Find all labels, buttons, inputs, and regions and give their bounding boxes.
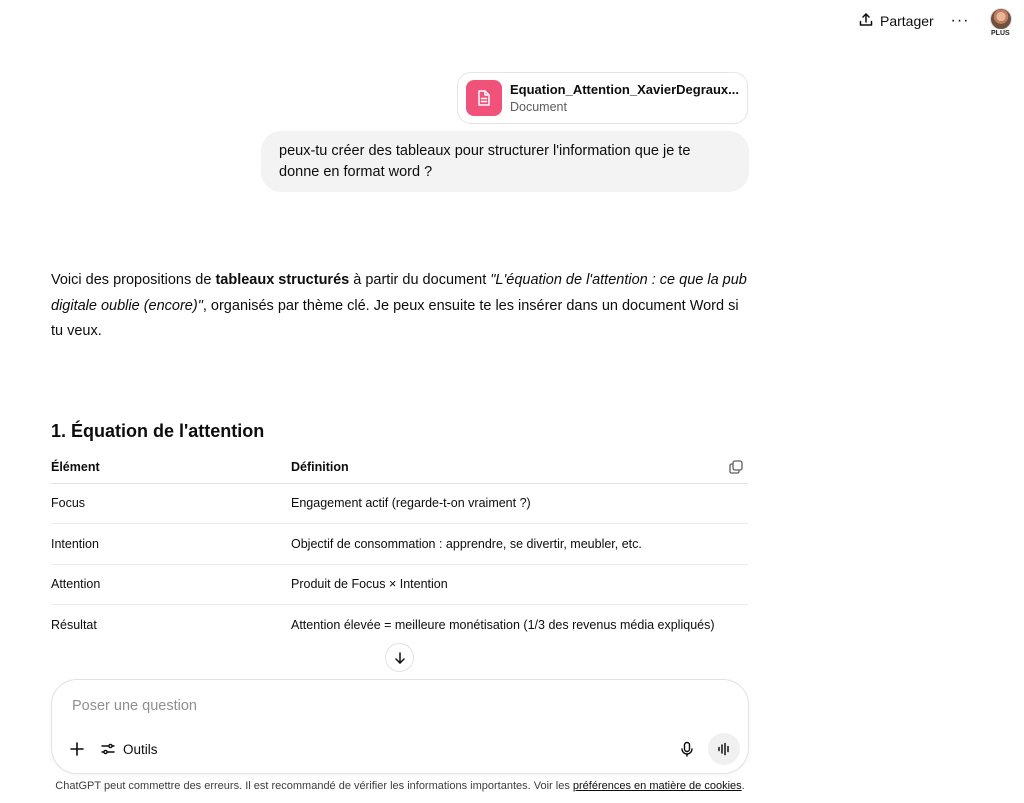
sliders-icon [100, 741, 116, 757]
microphone-icon [679, 741, 695, 757]
attachment-file-name: Equation_Attention_XavierDegraux... [510, 82, 739, 97]
table-row [51, 564, 748, 605]
plan-badge: PLUS [991, 30, 1010, 37]
table-cell: Attention [51, 564, 291, 605]
add-attachment-button[interactable] [66, 738, 88, 760]
table-header-cell: Élément [51, 452, 291, 483]
table-cell: Résultat [51, 618, 97, 632]
top-bar [0, 0, 1024, 44]
composer [51, 679, 749, 774]
table-cell: Engagement actif (regarde-t-on vraiment ?) [291, 483, 748, 524]
intro-italic: "L'équation de l'attention : ce que la pub digitale oublie (encore)" [51, 272, 747, 314]
dictate-button[interactable] [676, 738, 698, 760]
ellipsis-icon: ··· [950, 12, 970, 29]
scroll-to-bottom-button[interactable] [385, 643, 414, 672]
share-label: Partager [880, 13, 934, 29]
table-cell: Attention élevée = meilleure monétisation (1/3 des revenus média expliqués) [291, 618, 715, 632]
voice-mode-button[interactable] [708, 733, 740, 765]
plus-icon [69, 741, 85, 757]
share-button[interactable] [852, 8, 940, 34]
user-message-line: peux-tu créer des tableaux pour structurer l'information que je te [279, 143, 691, 159]
intro-text: , organisés par thème clé. Je peux ensuite te les insérer dans un document Word si tu veux. [51, 297, 739, 339]
share-icon [858, 12, 874, 31]
table-row [51, 605, 748, 646]
table-cell: Focus [51, 483, 291, 524]
waveform-icon [716, 741, 732, 757]
disclaimer-end: . [741, 780, 745, 792]
user-message [261, 131, 749, 192]
table-header-row [51, 452, 748, 483]
attachment-file-type: Document [510, 100, 567, 114]
arrow-down-icon [393, 651, 407, 665]
disclaimer [0, 780, 800, 792]
table-cell: Produit de Focus × Intention [291, 564, 748, 605]
prompt-input[interactable] [70, 697, 670, 715]
cookie-preferences-link[interactable]: préférences en matière de cookies [572, 780, 742, 792]
table-row [51, 483, 748, 524]
disclaimer-text: ChatGPT peut commettre des erreurs. Il est recommandé de vérifier les informations importantes. Voir les [55, 780, 573, 792]
table-cell: Intention [51, 524, 291, 565]
copy-table-icon[interactable] [728, 459, 744, 475]
more-options-button[interactable] [946, 8, 974, 34]
intro-bold: tableaux structurés [215, 272, 350, 288]
table-header-cell: Définition [291, 452, 748, 483]
tools-label: Outils [123, 741, 158, 757]
intro-text: à partir du document [349, 272, 491, 288]
table-cell: Objectif de consommation : apprendre, se divertir, meubler, etc. [291, 524, 748, 565]
data-table [51, 452, 748, 645]
intro-text: Voici des propositions de [51, 272, 216, 288]
assistant-intro-paragraph [51, 268, 751, 345]
user-message-line: donne en format word ? [279, 164, 433, 180]
attachment-card[interactable] [457, 72, 748, 124]
tools-button[interactable] [100, 737, 158, 761]
table-row [51, 524, 748, 565]
document-icon [466, 80, 502, 116]
section-title: 1. Équation de l'attention [51, 421, 265, 441]
profile-button[interactable] [988, 8, 1014, 42]
avatar [990, 8, 1012, 30]
